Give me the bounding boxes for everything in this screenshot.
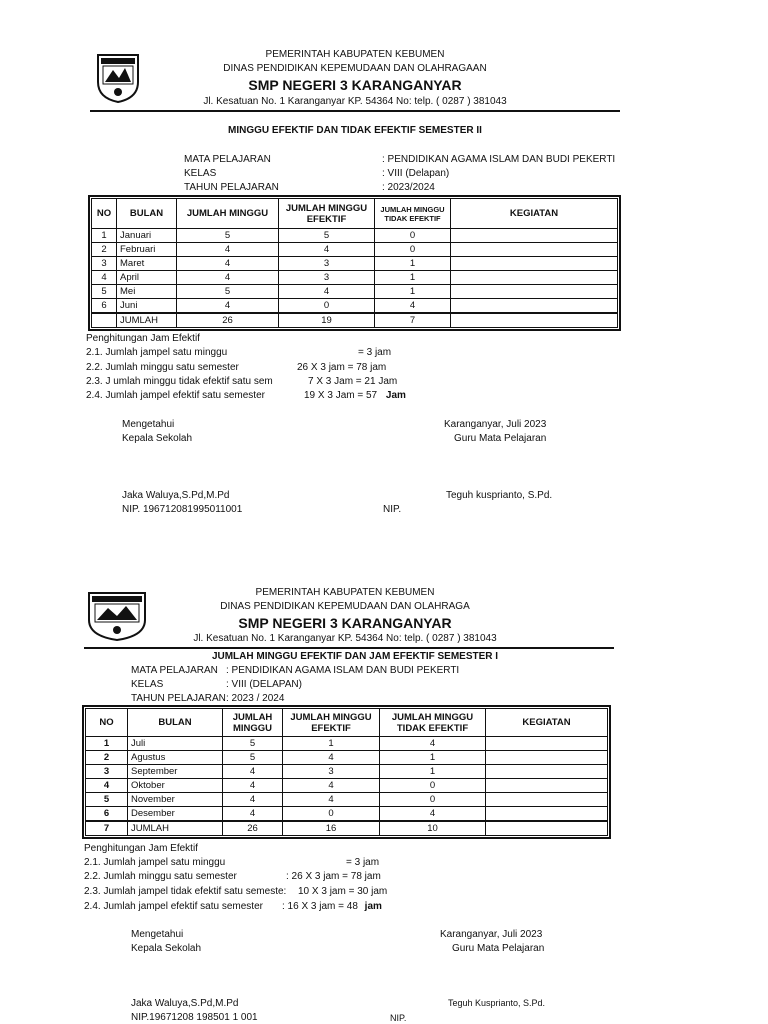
cell-weeks: 5 [177, 285, 279, 299]
cell-not-effective: 4 [380, 807, 486, 822]
cell-no: 5 [92, 285, 117, 299]
col-header-month: BULAN [128, 709, 223, 737]
cell-no: 3 [92, 257, 117, 271]
cell-weeks: 4 [177, 299, 279, 314]
cell-no: 2 [86, 751, 128, 765]
cell-weeks: 5 [223, 737, 283, 751]
cell-weeks: 4 [223, 793, 283, 807]
cell-weeks: 26 [223, 821, 283, 836]
cell-weeks: 4 [177, 271, 279, 285]
cell-no: 7 [86, 821, 128, 836]
col-header-no: NO [92, 199, 117, 229]
cell-effective: 4 [283, 793, 380, 807]
cell-no [92, 313, 117, 328]
table-row [92, 257, 618, 271]
calc-expression [282, 901, 382, 912]
cell-activity [451, 271, 618, 285]
cell-not-effective: 7 [375, 313, 451, 328]
table-total-row [92, 313, 618, 328]
cell-month: Oktober [128, 779, 223, 793]
cell-no: 6 [92, 299, 117, 314]
weeks-table-semester-2 [91, 198, 618, 328]
info-label-class: KELAS [184, 168, 217, 179]
calc-unit: Jam [385, 390, 406, 401]
cell-weeks: 26 [177, 313, 279, 328]
cell-month: Agustus [128, 751, 223, 765]
cell-weeks: 4 [223, 779, 283, 793]
info-value-class: : VIII (DELAPAN) [226, 679, 302, 690]
table-row [86, 765, 608, 779]
header-government: PEMERINTAH KABUPATEN KEBUMEN [255, 587, 435, 598]
sign-teacher-name: Teguh kusprianto, S.Pd. [446, 490, 553, 501]
cell-month: Desember [128, 807, 223, 822]
weeks-table-semester-1 [85, 708, 608, 836]
table-row [86, 751, 608, 765]
col-header-effective: JUMLAH MINGGU EFEKTIF [283, 709, 380, 737]
calc-expression: 7 X 3 Jam = 21 Jam [308, 376, 398, 387]
cell-effective: 3 [279, 257, 375, 271]
info-label-subject: MATA PELAJARAN [131, 665, 218, 676]
cell-month: JUMLAH [128, 821, 223, 836]
cell-no: 2 [92, 243, 117, 257]
info-value-subject: : PENDIDIKAN AGAMA ISLAM DAN BUDI PEKERTI [382, 154, 616, 165]
header-department: DINAS PENDIDIKAN KEPEMUDAAN DAN OLAHRAGAAN [223, 63, 487, 74]
cell-activity [486, 779, 608, 793]
cell-activity [451, 285, 618, 299]
calc-expression [304, 390, 406, 401]
cell-not-effective: 10 [380, 821, 486, 836]
header-government: PEMERINTAH KABUPATEN KEBUMEN [265, 49, 445, 60]
cell-effective: 3 [283, 765, 380, 779]
cell-not-effective: 0 [380, 793, 486, 807]
cell-effective: 16 [283, 821, 380, 836]
calc-label: 2.3. Jumlah jampel tidak efektif satu semeste: [84, 886, 287, 897]
kebumen-crest-logo [86, 590, 148, 642]
info-label-year: TAHUN PELAJARAN [184, 182, 279, 193]
cell-not-effective: 1 [380, 765, 486, 779]
cell-month: Januari [117, 229, 177, 243]
cell-not-effective: 0 [375, 229, 451, 243]
cell-not-effective: 0 [375, 243, 451, 257]
sign-teacher-title: Guru Mata Pelajaran [454, 433, 547, 444]
cell-effective: 19 [279, 313, 375, 328]
calc-expression: : 26 X 3 jam = 78 jam [286, 871, 381, 882]
cell-activity [451, 243, 618, 257]
cell-no: 1 [92, 229, 117, 243]
table-row [92, 299, 618, 314]
cell-month: Juni [117, 299, 177, 314]
cell-weeks: 4 [223, 765, 283, 779]
calc-expression-text: 19 X 3 Jam = 57 [304, 390, 378, 401]
cell-month: September [128, 765, 223, 779]
col-header-not-effective: JUMLAH MINGGU TIDAK EFEKTIF [375, 199, 451, 229]
cell-weeks: 4 [223, 807, 283, 822]
calc-label: 2.4. Jumlah jampel efektif satu semester [84, 901, 263, 912]
col-header-effective: JUMLAH MINGGU EFEKTIF [279, 199, 375, 229]
info-value-year: : 2023 / 2024 [226, 693, 285, 704]
cell-effective: 1 [283, 737, 380, 751]
cell-activity [486, 765, 608, 779]
info-label-class: KELAS [131, 679, 164, 690]
cell-no: 4 [92, 271, 117, 285]
sign-teacher-nip: NIP. [383, 504, 402, 515]
sign-headmaster-title: Kepala Sekolah [122, 433, 193, 444]
table-row [92, 243, 618, 257]
calc-expression: = 3 jam [358, 347, 392, 358]
sign-headmaster-name: Jaka Waluya,S.Pd,M.Pd [122, 490, 230, 501]
cell-weeks: 5 [223, 751, 283, 765]
cell-no: 6 [86, 807, 128, 822]
cell-activity [486, 751, 608, 765]
cell-no: 5 [86, 793, 128, 807]
calc-expression: 26 X 3 jam = 78 jam [297, 362, 387, 373]
col-header-month: BULAN [117, 199, 177, 229]
calc-unit: jam [364, 901, 382, 912]
table-row [86, 779, 608, 793]
sign-headmaster-name: Jaka Waluya,S.Pd,M.Pd [131, 998, 239, 1009]
info-label-subject: MATA PELAJARAN [184, 154, 271, 165]
cell-activity [451, 299, 618, 314]
sign-teacher-title: Guru Mata Pelajaran [452, 943, 545, 954]
info-label-year: TAHUN PELAJARAN [131, 693, 226, 704]
cell-activity [486, 807, 608, 822]
table-row [86, 793, 608, 807]
cell-month: JUMLAH [117, 313, 177, 328]
table-row [86, 807, 608, 822]
header-address: Jl. Kesatuan No. 1 Karanganyar KP. 54364 No: telp. ( 0287 ) 381043 [203, 96, 507, 107]
header-school-name: SMP NEGERI 3 KARANGANYAR [238, 615, 452, 631]
table-row [86, 737, 608, 751]
cell-no: 1 [86, 737, 128, 751]
sign-acknowledged: Mengetahui [122, 419, 175, 430]
cell-month: Februari [117, 243, 177, 257]
cell-weeks: 5 [177, 229, 279, 243]
cell-month: April [117, 271, 177, 285]
info-value-subject: : PENDIDIKAN AGAMA ISLAM DAN BUDI PEKERTI [226, 665, 460, 676]
cell-activity [451, 313, 618, 328]
col-header-no: NO [86, 709, 128, 737]
cell-not-effective: 1 [375, 271, 451, 285]
cell-effective: 5 [279, 229, 375, 243]
sign-place-date: Karanganyar, Juli 2023 [444, 419, 547, 430]
sign-teacher-nip: NIP. [390, 1013, 407, 1023]
calc-expression-text: : 16 X 3 jam = 48 [282, 901, 358, 912]
cell-not-effective: 4 [380, 737, 486, 751]
cell-effective: 4 [283, 751, 380, 765]
calc-label: 2.3. J umlah minggu tidak efektif satu sem [86, 376, 273, 387]
cell-month: Mei [117, 285, 177, 299]
cell-effective: 4 [283, 779, 380, 793]
sign-headmaster-nip: NIP. 196712081995011001 [122, 504, 243, 515]
col-header-weeks: JUMLAH MINGGU [223, 709, 283, 737]
calc-title: Penghitungan Jam Efektif [84, 843, 198, 854]
calc-expression: = 3 jam [346, 857, 380, 868]
cell-effective: 0 [283, 807, 380, 822]
cell-weeks: 4 [177, 243, 279, 257]
cell-no: 4 [86, 779, 128, 793]
cell-activity [451, 257, 618, 271]
cell-not-effective: 1 [380, 751, 486, 765]
calc-label: 2.1. Jumlah jampel satu minggu [84, 857, 226, 868]
cell-activity [486, 793, 608, 807]
info-value-class: : VIII (Delapan) [382, 168, 450, 179]
cell-activity [486, 737, 608, 751]
cell-effective: 4 [279, 243, 375, 257]
cell-month: November [128, 793, 223, 807]
cell-not-effective: 0 [380, 779, 486, 793]
calc-label: 2.2. Jumlah minggu satu semester [86, 362, 239, 373]
sign-headmaster-nip: NIP.19671208 198501 1 001 [131, 1012, 258, 1023]
calc-title: Penghitungan Jam Efektif [86, 333, 200, 344]
cell-effective: 0 [279, 299, 375, 314]
table-total-row [86, 821, 608, 836]
header-divider [90, 110, 620, 112]
sign-headmaster-title: Kepala Sekolah [131, 943, 202, 954]
cell-effective: 3 [279, 271, 375, 285]
cell-effective: 4 [279, 285, 375, 299]
table-row [92, 229, 618, 243]
table-row [92, 285, 618, 299]
cell-activity [486, 821, 608, 836]
cell-month: Maret [117, 257, 177, 271]
calc-label: 2.1. Jumlah jampel satu minggu [86, 347, 228, 358]
cell-activity [451, 229, 618, 243]
col-header-not-effective: JUMLAH MINGGU TIDAK EFEKTIF [380, 709, 486, 737]
header-department: DINAS PENDIDIKAN KEPEMUDAAN DAN OLAHRAGA [220, 601, 470, 612]
kebumen-crest-logo [95, 52, 141, 104]
info-value-year: : 2023/2024 [382, 182, 435, 193]
cell-not-effective: 1 [375, 285, 451, 299]
calc-expression: 10 X 3 jam = 30 jam [298, 886, 388, 897]
calc-label: 2.4. Jumlah jampel efektif satu semester [86, 390, 265, 401]
col-header-weeks: JUMLAH MINGGU [177, 199, 279, 229]
sign-acknowledged: Mengetahui [131, 929, 184, 940]
cell-month: Juli [128, 737, 223, 751]
header-divider [84, 647, 614, 649]
cell-not-effective: 1 [375, 257, 451, 271]
col-header-activity: KEGIATAN [486, 709, 608, 737]
header-school-name: SMP NEGERI 3 KARANGANYAR [248, 77, 462, 93]
cell-weeks: 4 [177, 257, 279, 271]
cell-not-effective: 4 [375, 299, 451, 314]
col-header-activity: KEGIATAN [451, 199, 618, 229]
page-title: JUMLAH MINGGU EFEKTIF DAN JAM EFEKTIF SEMESTER I [211, 651, 499, 662]
calc-label: 2.2. Jumlah minggu satu semester [84, 871, 237, 882]
header-address: Jl. Kesatuan No. 1 Karanganyar KP. 54364 No: telp. ( 0287 ) 381043 [193, 633, 497, 644]
cell-no: 3 [86, 765, 128, 779]
page-title: MINGGU EFEKTIF DAN TIDAK EFEKTIF SEMESTER II [228, 125, 482, 136]
sign-teacher-name: Teguh Kusprianto, S.Pd. [448, 998, 546, 1008]
table-row [92, 271, 618, 285]
sign-place-date: Karanganyar, Juli 2023 [440, 929, 543, 940]
